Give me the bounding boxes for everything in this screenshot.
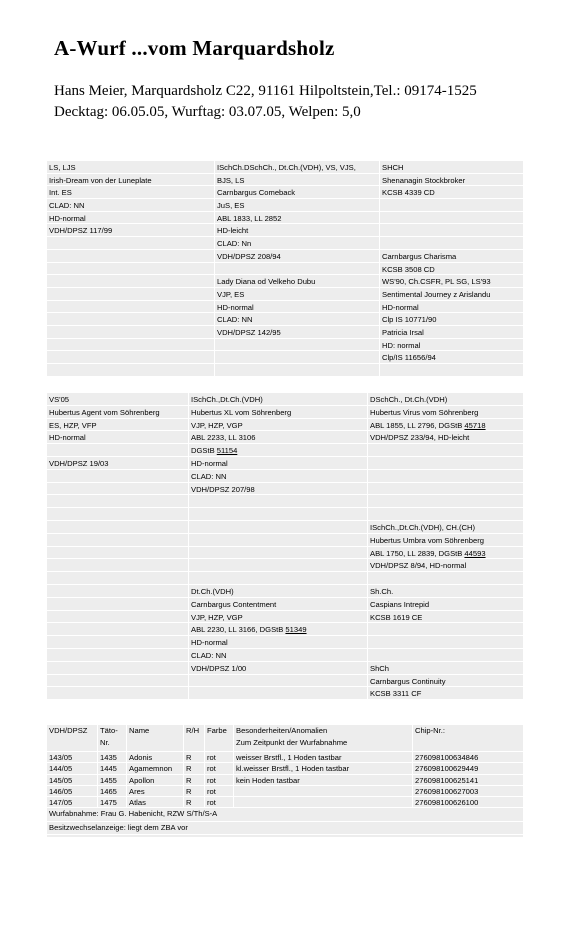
dam-pedigree-table: [47, 393, 523, 700]
pedigree-cell-gen3: [380, 237, 523, 249]
pedigree-cell-gen2: VJP, HZP, VGP: [191, 612, 243, 622]
pedigree-row: [47, 212, 523, 225]
pedigree-cell-gen3: [368, 457, 523, 469]
pedigree-cell-gen2: [189, 521, 367, 533]
pedigree-cell-gen3: DSchCh., Dt.Ch.(VDH): [370, 395, 448, 404]
pedigree-cell-gen1: [47, 444, 188, 456]
pedigree-row: [47, 572, 523, 585]
litter-cell-name: Adonis: [129, 753, 153, 762]
litter-cell-name: Apollon: [129, 775, 155, 785]
litter-cell-taeto: 1455: [100, 775, 117, 785]
litter-cell-chip: 276098100634846: [415, 753, 479, 762]
pedigree-row: [47, 495, 523, 508]
pedigree-row: [47, 275, 523, 288]
pedigree-row: [47, 313, 523, 326]
pedigree-cell-gen1: [47, 237, 214, 249]
pedigree-cell-gen2: ISchCh.,Dt.Ch.(VDH): [191, 395, 263, 404]
pedigree-row: [47, 339, 523, 352]
pedigree-cell-gen2: [189, 495, 367, 507]
pedigree-cell-gen2: HD-normal: [191, 638, 228, 648]
litter-cell-note: kl.weisser Brstfl., 1 Hoden tastbar: [236, 764, 350, 774]
pedigree-cell-gen1: [47, 662, 188, 674]
pedigree-cell-gen2: [189, 508, 367, 520]
pedigree-cell-gen3: [368, 623, 523, 635]
header-taeto-nr: Nr.: [100, 738, 110, 747]
pedigree-row: [47, 559, 523, 572]
pedigree-row: [47, 431, 523, 444]
pedigree-cell-gen1: [47, 598, 188, 610]
pedigree-cell-gen2: [189, 675, 367, 687]
pedigree-cell-gen2: ABL 2230, LL 3166, DGStB 51349: [191, 625, 307, 635]
pedigree-cell-gen2: BJS, LS: [217, 175, 245, 185]
pedigree-cell-gen3: HD-normal: [382, 302, 419, 312]
pedigree-cell-gen1: Hubertus Agent vom Söhrenberg: [49, 407, 160, 417]
pedigree-cell-gen3: KCSB 4339 CD: [382, 188, 435, 198]
pedigree-cell-gen2: VDH/DPSZ 142/95: [217, 327, 281, 337]
pedigree-cell-gen2: CLAD: Nn: [217, 239, 252, 249]
litter-cell-rh: R: [186, 786, 192, 796]
pedigree-cell-gen3: KCSB 1619 CE: [370, 612, 423, 622]
pedigree-cell-gen1: [47, 700, 188, 712]
litter-cell-note: weisser Brstfl., 1 Hoden tastbar: [236, 753, 342, 762]
litter-row: [47, 797, 523, 808]
pedigree-cell-gen3: ABL 1750, LL 2839, DGStB 44593: [370, 548, 486, 558]
besitzwechsel-note: Besitzwechselanzeige: liegt dem ZBA vor: [47, 822, 523, 836]
pedigree-row: [47, 224, 523, 237]
header-farbe: Farbe: [207, 726, 227, 735]
pedigree-cell-gen2: [215, 263, 379, 275]
header-vdh: VDH/DPSZ: [49, 726, 88, 735]
pedigree-cell-gen1: [47, 508, 188, 520]
litter-cell-chip: 276098100629449: [415, 764, 479, 774]
pedigree-cell-gen2: [215, 339, 379, 351]
pedigree-cell-gen2: [189, 534, 367, 546]
pedigree-cell-gen3: HD: normal: [382, 340, 421, 350]
pedigree-cell-gen2: [189, 547, 367, 559]
litter-cell-vdh: 146/05: [49, 786, 73, 796]
pedigree-cell-gen3: [380, 364, 523, 376]
pedigree-row: [47, 508, 523, 521]
pedigree-cell-gen3: [368, 444, 523, 456]
pedigree-row: [47, 687, 523, 700]
pedigree-cell-gen1: [47, 313, 214, 325]
pedigree-cell-gen3: KCSB 3311 CF: [370, 689, 422, 699]
pedigree-row: [47, 351, 523, 364]
litter-cell-chip: 276098100625141: [415, 775, 479, 785]
pedigree-cell-gen3: Carnbargus Charisma: [382, 251, 457, 261]
litter-cell-farbe: rot: [207, 764, 216, 774]
pedigree-cell-gen1: [47, 351, 214, 363]
pedigree-cell-gen3: Carnbargus Continuity: [370, 676, 446, 686]
pedigree-cell-gen1: [47, 521, 188, 533]
pedigree-cell-gen1: Int. ES: [49, 188, 72, 198]
pedigree-cell-gen1: VS'05: [49, 395, 70, 404]
pedigree-cell-gen3: VDH/DPSZ 8/94, HD-normal: [370, 561, 467, 571]
pedigree-cell-gen3: [368, 483, 523, 495]
litter-row: [47, 775, 523, 786]
pedigree-cell-gen1: LS, LJS: [49, 163, 76, 172]
pedigree-cell-gen3: [368, 572, 523, 584]
litter-cell-vdh: 143/05: [49, 753, 73, 762]
pedigree-cell-gen1: [47, 649, 188, 661]
pedigree-cell-gen1: [47, 534, 188, 546]
pedigree-row: [47, 326, 523, 339]
pedigree-cell-gen1: VDH/DPSZ 117/99: [49, 226, 113, 236]
pedigree-cell-gen3: Sh.Ch.: [370, 586, 394, 596]
litter-cell-rh: R: [186, 798, 192, 808]
header-taeto: Täto-: [100, 726, 118, 735]
header-chip: Chip-Nr.:: [415, 726, 445, 735]
pedigree-row: [47, 263, 523, 276]
pedigree-cell-gen1: [47, 326, 214, 338]
pedigree-cell-gen2: [189, 572, 367, 584]
pedigree-cell-gen1: [47, 675, 188, 687]
pedigree-cell-gen2: Carnbargus Contentment: [191, 599, 277, 609]
pedigree-cell-gen1: [47, 572, 188, 584]
pedigree-cell-gen2: CLAD: NN: [217, 315, 253, 325]
pedigree-cell-gen3: Clp IS 10771/90: [382, 315, 437, 325]
pedigree-row: [47, 186, 523, 199]
litter-table: [47, 725, 523, 837]
wurfabnahme-note: Wurfabnahme: Frau G. Habenicht, RZW S/Th/S-A: [47, 808, 523, 822]
sire-pedigree-table: [47, 161, 523, 377]
pedigree-cell-gen2: JuS, ES: [217, 201, 245, 211]
pedigree-cell-gen3: [368, 470, 523, 482]
pedigree-cell-gen1: [47, 250, 214, 262]
pedigree-cell-gen2: Hubertus XL vom Söhrenberg: [191, 407, 292, 417]
pedigree-cell-gen2: ABL 2233, LL 3106: [191, 433, 256, 443]
pedigree-cell-gen3: Caspians Intrepid: [370, 599, 430, 609]
litter-row: [47, 786, 523, 797]
pedigree-cell-gen1: HD-normal: [49, 213, 86, 223]
litter-header-row: [47, 725, 523, 752]
pedigree-cell-gen1: [47, 263, 214, 275]
pedigree-row: [47, 237, 523, 250]
pedigree-row: [47, 199, 523, 212]
pedigree-cell-gen1: VDH/DPSZ 19/03: [49, 458, 109, 468]
pedigree-cell-gen3: [368, 700, 523, 712]
pedigree-cell-gen1: [47, 611, 188, 623]
pedigree-row: [47, 521, 523, 534]
litter-cell-name: Atlas: [129, 798, 146, 808]
pedigree-cell-gen3: SHCH: [382, 163, 404, 172]
pedigree-cell-gen3: Clp/IS 11656/94: [382, 353, 436, 363]
header-rh: R/H: [186, 726, 200, 735]
pedigree-cell-gen1: [47, 470, 188, 482]
pedigree-row: [47, 174, 523, 187]
litter-cell-taeto: 1465: [100, 786, 117, 796]
pedigree-cell-gen2: HD-normal: [191, 458, 228, 468]
dates-line: Decktag: 06.05.05, Wurftag: 03.07.05, Welpen: 5,0: [54, 104, 361, 120]
pedigree-cell-gen1: [47, 636, 188, 648]
pedigree-row: [47, 393, 523, 406]
pedigree-cell-gen2: CLAD: NN: [191, 650, 227, 660]
pedigree-cell-gen3: Hubertus Virus vom Söhrenberg: [370, 407, 479, 417]
pedigree-cell-gen1: [47, 339, 214, 351]
pedigree-cell-gen1: HD-normal: [49, 433, 86, 443]
litter-cell-farbe: rot: [207, 798, 216, 808]
pedigree-cell-gen3: WS'90, Ch.CSFR, PL SG, LS'93: [382, 277, 491, 287]
pedigree-row: [47, 598, 523, 611]
pedigree-cell-gen1: ES, HZP, VFP: [49, 420, 97, 430]
pedigree-cell-gen2: VJP, HZP, VGP: [191, 420, 243, 430]
pedigree-row: [47, 675, 523, 688]
pedigree-cell-gen3: [368, 508, 523, 520]
pedigree-row: [47, 585, 523, 598]
pedigree-cell-gen3: [368, 649, 523, 661]
litter-row: [47, 763, 523, 774]
pedigree-cell-gen3: [368, 495, 523, 507]
litter-cell-taeto: 1475: [100, 798, 117, 808]
pedigree-cell-gen1: [47, 547, 188, 559]
pedigree-row: [47, 457, 523, 470]
pedigree-row: [47, 649, 523, 662]
pedigree-row: [47, 623, 523, 636]
litter-cell-farbe: rot: [207, 753, 216, 762]
pedigree-cell-gen2: VJP, ES: [217, 289, 245, 299]
litter-cell-name: Agamemnon: [129, 764, 173, 774]
pedigree-row: [47, 288, 523, 301]
litter-cell-name: Ares: [129, 786, 145, 796]
page-title: A-Wurf ...vom Marquardsholz: [54, 36, 335, 60]
pedigree-row: [47, 470, 523, 483]
breeder-line: Hans Meier, Marquardsholz C22, 91161 Hilpoltstein,Tel.: 09174-1525: [54, 83, 477, 99]
pedigree-row: [47, 161, 523, 174]
pedigree-cell-gen2: DGStB 51154: [191, 446, 238, 456]
pedigree-row: [47, 547, 523, 560]
pedigree-row: [47, 636, 523, 649]
pedigree-cell-gen3: [380, 199, 523, 211]
pedigree-cell-gen2: Lady Diana od Velkeho Dubu: [217, 277, 316, 287]
litter-cell-vdh: 144/05: [49, 764, 73, 774]
litter-cell-vdh: 147/05: [49, 798, 73, 808]
pedigree-cell-gen2: HD-leicht: [217, 226, 249, 236]
litter-cell-farbe: rot: [207, 775, 216, 785]
pedigree-cell-gen1: [47, 687, 188, 699]
pedigree-cell-gen1: [47, 559, 188, 571]
pedigree-cell-gen2: ABL 1833, LL 2852: [217, 213, 282, 223]
litter-cell-rh: R: [186, 775, 192, 785]
litter-cell-chip: 276098100626100: [415, 798, 479, 808]
pedigree-cell-gen2: HD-normal: [217, 302, 254, 312]
pedigree-cell-gen1: CLAD: NN: [49, 201, 85, 211]
pedigree-cell-gen2: [215, 364, 379, 376]
header-name: Name: [129, 726, 150, 735]
litter-cell-chip: 276098100627003: [415, 786, 479, 796]
pedigree-row: [47, 250, 523, 263]
pedigree-cell-gen1: [47, 364, 214, 376]
pedigree-cell-gen3: [368, 636, 523, 648]
pedigree-cell-gen1: Irish-Dream von der Luneplate: [49, 175, 152, 185]
pedigree-row: [47, 444, 523, 457]
pedigree-cell-gen2: VDH/DPSZ 207/98: [191, 484, 255, 494]
pedigree-cell-gen3: [380, 224, 523, 236]
pedigree-row: [47, 483, 523, 496]
header-besonderheiten: Besonderheiten/Anomalien: [236, 726, 328, 735]
pedigree-cell-gen1: [47, 623, 188, 635]
litter-cell-taeto: 1435: [100, 753, 117, 762]
pedigree-cell-gen3: Sentimental Journey z Arislandu: [382, 289, 491, 299]
pedigree-row: [47, 364, 523, 377]
pedigree-cell-gen2: [189, 700, 367, 712]
pedigree-cell-gen2: CLAD: NN: [191, 471, 227, 481]
pedigree-cell-gen3: ABL 1855, LL 2796, DGStB 45718: [370, 420, 486, 430]
pedigree-cell-gen1: [47, 585, 188, 597]
header-wurfabnahme: Zum Zeitpunkt der Wurfabnahme: [236, 738, 348, 747]
pedigree-cell-gen2: [189, 559, 367, 571]
pedigree-cell-gen1: [47, 495, 188, 507]
pedigree-row: [47, 700, 523, 713]
pedigree-cell-gen2: Carnbargus Comeback: [217, 188, 296, 198]
pedigree-row: [47, 534, 523, 547]
pedigree-cell-gen2: VDH/DPSZ 1/00: [191, 663, 247, 673]
pedigree-cell-gen2: VDH/DPSZ 208/94: [217, 251, 281, 261]
litter-row: [47, 752, 523, 763]
pedigree-cell-gen1: [47, 301, 214, 313]
pedigree-cell-gen1: [47, 483, 188, 495]
pedigree-cell-gen3: Shenanagin Stockbroker: [382, 175, 466, 185]
pedigree-cell-gen2: Dt.Ch.(VDH): [191, 586, 234, 596]
pedigree-row: [47, 301, 523, 314]
litter-cell-vdh: 145/05: [49, 775, 73, 785]
pedigree-cell-gen3: Hubertus Umbra vom Söhrenberg: [370, 535, 484, 545]
litter-cell-rh: R: [186, 753, 192, 762]
pedigree-cell-gen3: ISchCh.,Dt.Ch.(VDH), CH.(CH): [370, 522, 476, 532]
pedigree-cell-gen3: VDH/DPSZ 233/94, HD-leicht: [370, 433, 470, 443]
pedigree-cell-gen3: Patricia Irsal: [382, 327, 424, 337]
litter-cell-taeto: 1445: [100, 764, 117, 774]
pedigree-row: [47, 611, 523, 624]
litter-cell-rh: R: [186, 764, 192, 774]
litter-cell-farbe: rot: [207, 786, 216, 796]
pedigree-row: [47, 662, 523, 675]
pedigree-cell-gen2: [215, 351, 379, 363]
pedigree-cell-gen1: [47, 288, 214, 300]
pedigree-cell-gen3: ShCh: [370, 663, 389, 673]
pedigree-cell-gen2: [189, 687, 367, 699]
pedigree-row: [47, 406, 523, 419]
pedigree-cell-gen3: [380, 212, 523, 224]
pedigree-cell-gen3: KCSB 3508 CD: [382, 264, 435, 274]
litter-cell-note: kein Hoden tastbar: [236, 775, 300, 785]
pedigree-cell-gen1: [47, 275, 214, 287]
pedigree-cell-gen2: ISchCh.DSchCh., Dt.Ch.(VDH), VS, VJS,: [217, 163, 356, 172]
pedigree-row: [47, 419, 523, 432]
